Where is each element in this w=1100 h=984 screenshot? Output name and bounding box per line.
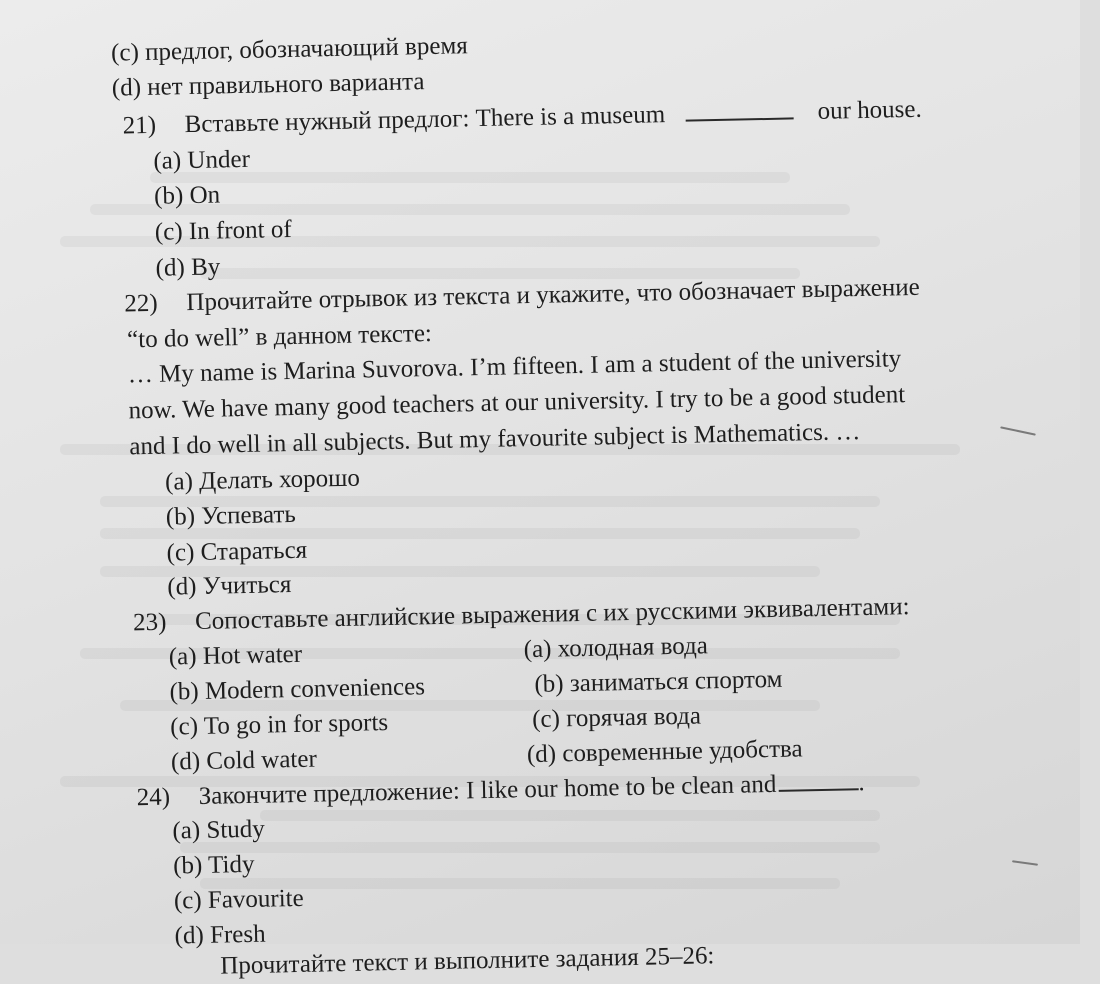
option-21-d: (d) By: [155, 253, 221, 282]
question-24-prompt: Закончите предложение: I like our home to be clean and: [198, 770, 777, 811]
option-21-c: (c) In front of: [154, 215, 292, 246]
question-21-prompt: Вставьте нужный предлог: There is a museum: [184, 101, 666, 139]
question-24-suffix: .: [858, 769, 865, 797]
match-left-c: (c) To go in for sports: [169, 709, 389, 741]
passage-line: now. We have many good teachers at our university. I try to be a good student: [128, 381, 906, 425]
question-number: 24): [136, 783, 171, 812]
previous-option-c: (c) предлог, обозначающий время: [110, 32, 469, 67]
passage-line: and I do well in all subjects. But my favourite subject is Mathematics. …: [129, 418, 861, 461]
match-right-a: (a) холодная вода: [523, 632, 709, 664]
option-22-a: (a) Делать хорошо: [164, 464, 361, 496]
match-left-a: (a) Hot water: [168, 640, 303, 671]
match-right-b: (b) заниматься спортом: [534, 665, 783, 698]
option-24-a: (a) Study: [172, 815, 266, 845]
passage-line: … My name is Marina Suvorova. I’m fifteen. I am a student of the university: [127, 345, 902, 389]
question-23-prompt: Сопоставьте английские выражения с их русскими эквивалентами:: [194, 593, 910, 636]
match-right-d: (d) современные удобства: [526, 735, 803, 769]
question-number: 23): [132, 608, 167, 637]
question-21-suffix: our house.: [817, 95, 923, 125]
question-23: [133, 594, 910, 635]
answer-blank: [685, 97, 793, 121]
question-22: [124, 275, 920, 317]
match-left-d: (d) Cold water: [170, 745, 318, 776]
option-21-a: (a) Under: [153, 145, 251, 175]
match-right-c: (c) горячая вода: [531, 702, 702, 734]
option-21-b: (b) On: [153, 181, 221, 210]
question-22-prompt: Прочитайте отрывок из текста и укажите, что обозначает выражение: [186, 273, 920, 317]
question-number: 21): [122, 111, 157, 140]
previous-option-d: (d) нет правильного варианта: [111, 68, 425, 102]
next-task-heading: Прочитайте текст и выполните задания 25–26:: [219, 942, 715, 980]
option-24-b: (b) Tidy: [172, 850, 255, 880]
question-number: 22): [124, 289, 158, 318]
match-left-b: (b) Modern conveniences: [169, 673, 426, 706]
question-24: [136, 768, 864, 810]
answer-blank: [778, 768, 858, 792]
option-22-b: (b) Успевать: [165, 500, 297, 531]
option-22-c: (c) Стараться: [166, 536, 308, 567]
option-22-d: (d) Учиться: [167, 571, 292, 601]
option-24-c: (c) Favourite: [173, 884, 304, 915]
question-21: [122, 95, 922, 139]
question-22-prompt-continued: “to do well” в данном тексте:: [126, 320, 433, 354]
option-24-d: (d) Fresh: [174, 920, 266, 950]
